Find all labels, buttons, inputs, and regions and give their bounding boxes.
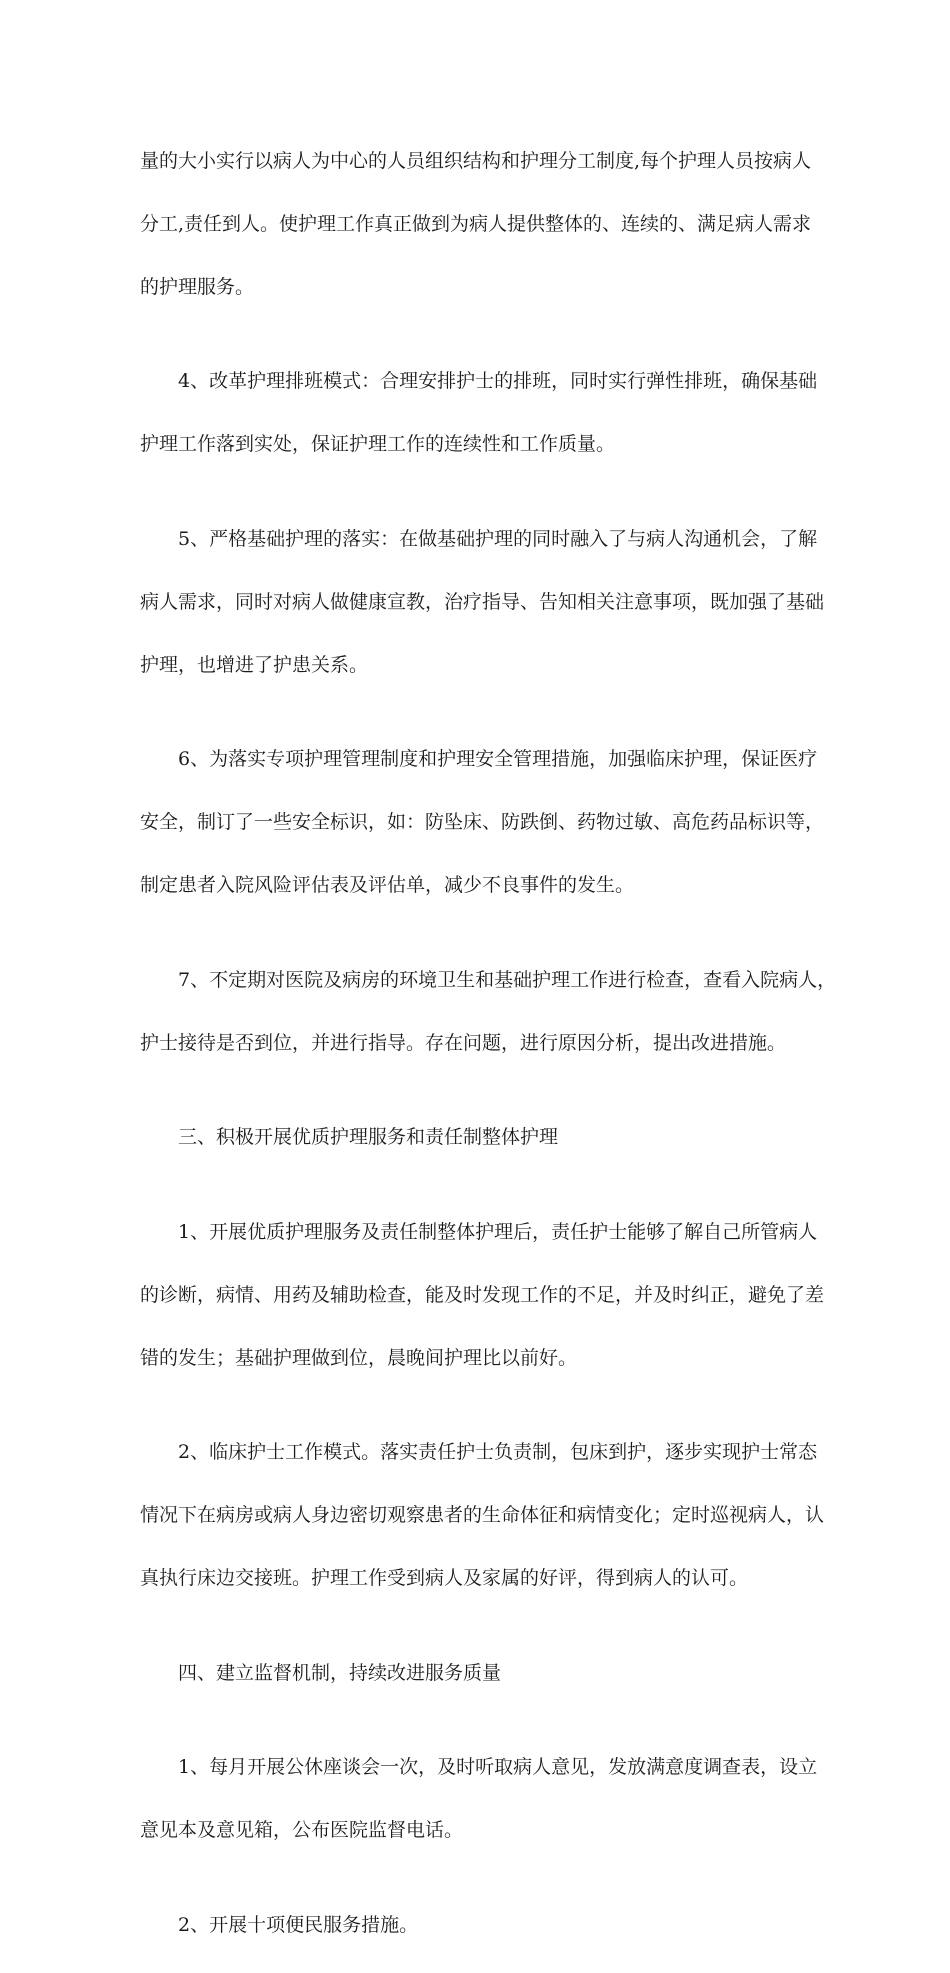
document-body — [140, 114, 837, 1973]
text-line: 2、开展十项便民服务措施。 — [140, 1913, 419, 1936]
text-line: 情况下在病房或病人身边密切观察患者的生命体征和病情变化；定时巡视病人，认 — [140, 1504, 825, 1526]
text-line: 错的发生；基础护理做到位，晨晚间护理比以前好。 — [140, 1346, 578, 1369]
paragraph — [140, 1878, 820, 1973]
paragraph — [140, 114, 820, 335]
text-line: 护士接待是否到位，并进行指导。存在问题，进行原因分析，提出改进措施。 — [140, 1031, 787, 1054]
text-line: 7、不定期对医院及病房的环境卫生和基础护理工作进行检查，查看入院病人， — [140, 968, 837, 991]
paragraph — [140, 492, 825, 713]
text-line: 6、为落实专项护理管理制度和护理安全管理措施，加强临床护理，保证医疗 — [140, 748, 818, 770]
text-line: 的护理服务。 — [140, 275, 255, 298]
text-line: 护理工作落到实处，保证护理工作的连续性和工作质量。 — [140, 433, 616, 455]
text-line: 的诊断，病情、用药及辅助检查，能及时发现工作的不足，并及时纠正，避免了差 — [140, 1283, 825, 1306]
text-line: 量的大小实行以病人为中心的人员组织结构和护理分工制度,每个护理人员按病人 — [140, 149, 812, 172]
text-line: 护理，也增进了护患关系。 — [140, 653, 369, 676]
text-line: 1、每月开展公休座谈会一次，及时听取病人意见，发放满意度调查表，设立 — [140, 1756, 818, 1778]
paragraph — [140, 1721, 820, 1879]
text-line: 1、开展优质护理服务及责任制整体护理后，责任护士能够了解自己所管病人 — [140, 1220, 818, 1243]
text-line: 分工,责任到人。使护理工作真正做到为病人提供整体的、连续的、满足病人需求 — [140, 212, 812, 235]
text-line: 5、严格基础护理的落实：在做基础护理的同时融入了与病人沟通机会，了解 — [140, 527, 818, 550]
paragraph — [140, 713, 825, 934]
text-line: 真执行床边交接班。护理工作受到病人及家属的好评，得到病人的认可。 — [140, 1567, 749, 1589]
text-line: 4、改革护理排班模式：合理安排护士的排班，同时实行弹性排班，确保基础 — [140, 370, 818, 392]
paragraph — [140, 1406, 825, 1627]
text-line: 四、建立监督机制，持续改进服务质量 — [140, 1661, 502, 1684]
text-line: 病人需求，同时对病人做健康宣教，治疗指导、告知相关注意事项，既加强了基础 — [140, 590, 825, 613]
section-heading — [140, 1091, 820, 1186]
section-heading — [140, 1626, 820, 1721]
paragraph — [140, 335, 820, 493]
text-line: 安全，制订了一些安全标识，如：防坠床、防跌倒、药物过敏、高危药品标识等， — [140, 811, 825, 833]
text-line: 制定患者入院风险评估表及评估单，减少不良事件的发生。 — [140, 874, 635, 896]
text-line: 意见本及意见箱，公布医院监督电话。 — [140, 1819, 464, 1841]
text-line: 2、临床护士工作模式。落实责任护士负责制，包床到护，逐步实现护士常态 — [140, 1441, 818, 1463]
paragraph — [140, 933, 837, 1091]
paragraph — [140, 1185, 825, 1406]
text-line: 三、积极开展优质护理服务和责任制整体护理 — [140, 1126, 559, 1148]
